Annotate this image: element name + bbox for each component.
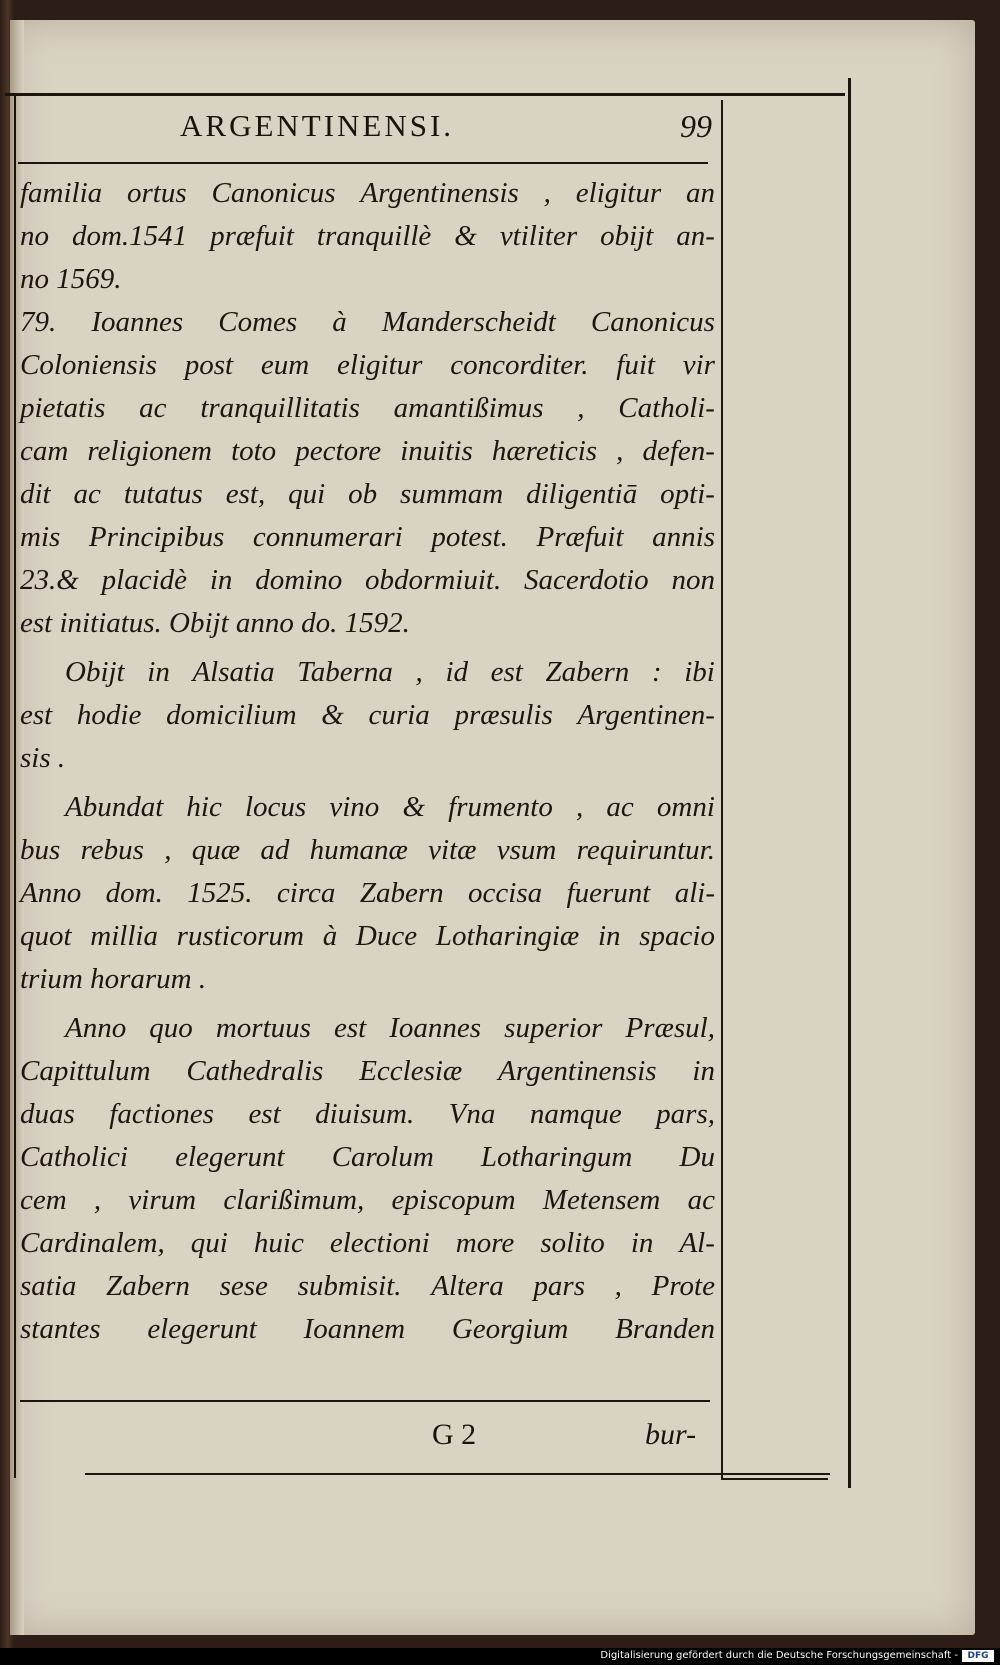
word: Catholici	[20, 1141, 128, 1173]
word: dom.1541	[71, 220, 188, 252]
text-line	[20, 694, 715, 737]
word: ortus	[127, 177, 187, 209]
word: clarißimum,	[223, 1184, 365, 1216]
text-line	[20, 516, 715, 559]
word: Canonicus	[590, 306, 715, 338]
text-line	[20, 172, 715, 215]
word: obijt	[600, 220, 654, 252]
word: in	[597, 920, 621, 952]
word: religionem	[87, 435, 212, 467]
word: &	[402, 791, 425, 823]
text-line	[20, 559, 715, 602]
word: Manderscheidt	[381, 306, 556, 338]
frame-left-rule	[14, 93, 16, 1478]
body-text	[20, 172, 715, 1351]
text-line	[20, 473, 715, 516]
word: fuerunt	[566, 877, 651, 909]
word: à	[322, 920, 338, 952]
word: episcopum	[391, 1184, 516, 1216]
word: mis	[20, 521, 61, 553]
word: diuisum.	[315, 1098, 415, 1130]
word: mortuus	[215, 1012, 311, 1044]
word: superior	[504, 1012, 603, 1044]
word: Al-	[679, 1227, 715, 1259]
word: spacio	[639, 920, 715, 952]
word: &	[454, 220, 477, 252]
word: ac	[687, 1184, 715, 1216]
word: ac	[139, 392, 167, 424]
word: solito	[540, 1227, 605, 1259]
word: Ecclesiæ	[359, 1055, 463, 1087]
word: millia	[90, 920, 158, 952]
word: humanæ	[309, 834, 408, 866]
word: Ioannem	[303, 1313, 406, 1345]
word: Cathedralis	[186, 1055, 324, 1087]
word: huic	[253, 1227, 304, 1259]
word: Coloniensis	[20, 349, 157, 381]
word: connumerari	[252, 521, 403, 553]
text-line: sis .	[20, 742, 66, 774]
head-rule	[18, 162, 708, 164]
word: stantes	[20, 1313, 101, 1345]
word: amantißimus	[393, 392, 544, 424]
text-line: no 1569.	[20, 263, 122, 295]
word: quæ	[191, 834, 241, 866]
word: frumento	[448, 791, 553, 823]
word: ac	[73, 478, 101, 510]
word: est	[248, 1098, 281, 1130]
text-line	[20, 829, 715, 872]
word: eligitur	[575, 177, 662, 209]
word: hic	[186, 791, 222, 823]
word: eligitur	[337, 349, 423, 381]
word: an	[686, 177, 715, 209]
word: occisa	[468, 877, 543, 909]
word: Argentinensis	[360, 177, 519, 209]
word: Comes	[218, 306, 298, 338]
word: cem	[20, 1184, 67, 1216]
word: annis	[652, 521, 715, 553]
word: Præfuit	[536, 521, 624, 553]
text-line	[20, 344, 715, 387]
page-number: 99	[680, 108, 712, 144]
text-line	[20, 1179, 715, 1222]
text-line	[20, 430, 715, 473]
bottom-rule	[20, 1400, 710, 1402]
word: ,	[164, 834, 172, 866]
word: Duce	[355, 920, 418, 952]
word: ibi	[684, 656, 715, 688]
word: curia	[368, 699, 430, 731]
word: requiruntur.	[576, 834, 715, 866]
word: vsum	[496, 834, 557, 866]
text-line	[20, 872, 715, 915]
word: non	[671, 564, 715, 596]
word: eum	[260, 349, 310, 381]
word: ,	[576, 791, 584, 823]
word: pietatis	[20, 392, 106, 424]
word: no	[20, 220, 49, 252]
text-line	[20, 1050, 715, 1093]
word: Altera	[431, 1270, 504, 1302]
word: tranquillitatis	[200, 392, 360, 424]
word: opti-	[660, 478, 715, 510]
word: omni	[656, 791, 715, 823]
word: namque	[529, 1098, 622, 1130]
word: ali-	[674, 877, 715, 909]
word: Du	[679, 1141, 715, 1173]
word: 79.	[20, 306, 57, 338]
frame-top-rule	[5, 93, 845, 96]
word: ad	[260, 834, 290, 866]
catchword: bur-	[645, 1418, 697, 1451]
word: tranquillè	[316, 220, 432, 252]
word: duas	[20, 1098, 75, 1130]
word: ,	[577, 392, 585, 424]
word: ,	[543, 177, 551, 209]
text-line	[20, 1308, 715, 1351]
word: :	[651, 656, 662, 688]
text-line	[20, 387, 715, 430]
dfg-logo: DFG	[962, 1650, 994, 1662]
word: est	[333, 1012, 367, 1044]
word: rusticorum	[176, 920, 304, 952]
word: diligentiā	[526, 478, 638, 510]
word: an-	[676, 220, 715, 252]
word: fuit	[616, 349, 655, 381]
word: vitæ	[428, 834, 477, 866]
running-head: ARGENTINENSI.	[180, 108, 455, 143]
word: Cardinalem,	[20, 1227, 165, 1259]
word: Capittulum	[20, 1055, 151, 1087]
word: Metensem	[542, 1184, 661, 1216]
word: Abundat	[65, 791, 164, 823]
word: pars	[533, 1270, 585, 1302]
word: circa	[276, 877, 336, 909]
word: vtiliter	[499, 220, 578, 252]
word: Principibus	[88, 521, 225, 553]
word: factiones	[109, 1098, 214, 1130]
word: Prote	[651, 1270, 715, 1302]
word: est	[20, 699, 53, 731]
text-line	[20, 215, 715, 258]
word: obdormiuit.	[365, 564, 502, 596]
word: 23.&	[20, 564, 79, 596]
word: virum	[128, 1184, 197, 1216]
word: Argentinensis	[498, 1055, 657, 1087]
word: submisit.	[297, 1270, 402, 1302]
word: post	[184, 349, 234, 381]
signature-mark: G 2	[432, 1418, 477, 1451]
word: sese	[219, 1270, 268, 1302]
word: Canonicus	[211, 177, 336, 209]
word: qui	[190, 1227, 228, 1259]
word: in	[692, 1055, 715, 1087]
word: familia	[20, 177, 103, 209]
word: tutatus	[123, 478, 203, 510]
word: dit	[20, 478, 51, 510]
word: Lotharingum	[480, 1141, 633, 1173]
word: rebus	[80, 834, 144, 866]
word: in	[630, 1227, 654, 1259]
word: locus	[245, 791, 307, 823]
word: id	[445, 656, 468, 688]
word: præsulis	[454, 699, 553, 731]
word: Georgium	[451, 1313, 569, 1345]
word: ,	[415, 656, 423, 688]
frame-inner-right-rule	[721, 100, 723, 1480]
word: dom.	[105, 877, 163, 909]
word: à	[332, 306, 347, 338]
digitization-credit: Digitalisierung gefördert durch die Deutsche Forschungsgemeinschaft -	[600, 1650, 958, 1661]
word: Vna	[448, 1098, 496, 1130]
frame-bottom-rule-margin	[721, 1478, 828, 1480]
word: elegerunt	[147, 1313, 257, 1345]
text-line	[20, 651, 715, 694]
word: electioni	[329, 1227, 430, 1259]
word: est	[490, 656, 523, 688]
word: domino	[255, 564, 343, 596]
text-line: est initiatus. Obijt anno do. 1592.	[20, 607, 410, 639]
word: Anno	[65, 1012, 127, 1044]
text-line	[20, 1093, 715, 1136]
word: hodie	[76, 699, 142, 731]
word: quot	[20, 920, 72, 952]
text-line	[20, 786, 715, 829]
word: ,	[93, 1184, 102, 1216]
word: pectore	[295, 435, 382, 467]
word: Sacerdotio	[524, 564, 649, 596]
word: more	[455, 1227, 515, 1259]
text-line	[20, 1007, 715, 1050]
word: concorditer.	[450, 349, 589, 381]
word: vino	[329, 791, 380, 823]
word: elegerunt	[175, 1141, 285, 1173]
word: Zabern	[106, 1270, 190, 1302]
word: hæreticis	[491, 435, 598, 467]
word: quo	[149, 1012, 193, 1044]
word: Præsul,	[625, 1012, 715, 1044]
word: Lotharingiæ	[435, 920, 580, 952]
word: Taberna	[297, 656, 393, 688]
word: summam	[400, 478, 504, 510]
word: 1525.	[187, 877, 253, 909]
word: ac	[606, 791, 634, 823]
word: placidè	[101, 564, 187, 596]
word: Zabern	[359, 877, 444, 909]
word: Branden	[615, 1313, 715, 1345]
word: in	[147, 656, 170, 688]
word: toto	[231, 435, 277, 467]
word: defen-	[642, 435, 715, 467]
word: præfuit	[210, 220, 294, 252]
text-line	[20, 301, 715, 344]
word: Carolum	[331, 1141, 434, 1173]
text-line	[20, 1136, 715, 1179]
word: ob	[348, 478, 378, 510]
word: domicilium	[166, 699, 297, 731]
word: inuitis	[400, 435, 473, 467]
word: Ioannes	[389, 1012, 482, 1044]
word: ,	[614, 1270, 622, 1302]
word: est,	[225, 478, 266, 510]
text-line	[20, 915, 715, 958]
word: &	[321, 699, 344, 731]
word: cam	[20, 435, 69, 467]
text-line	[20, 1265, 715, 1308]
word: potest.	[431, 521, 508, 553]
word: qui	[288, 478, 326, 510]
word: in	[209, 564, 233, 596]
word: Argentinen-	[577, 699, 715, 731]
word: Alsatia	[192, 656, 275, 688]
word: bus	[20, 834, 61, 866]
word: pars,	[656, 1098, 715, 1130]
word: Anno	[20, 877, 82, 909]
text-line	[20, 1222, 715, 1265]
word: Zabern	[545, 656, 630, 688]
word: satia	[20, 1270, 77, 1302]
word: Ioannes	[91, 306, 184, 338]
word: Catholi-	[618, 392, 715, 424]
word: vir	[682, 349, 715, 381]
word: Obijt	[65, 656, 125, 688]
word: ,	[616, 435, 624, 467]
text-line: trium horarum .	[20, 963, 207, 995]
frame-bottom-rule	[85, 1473, 830, 1475]
